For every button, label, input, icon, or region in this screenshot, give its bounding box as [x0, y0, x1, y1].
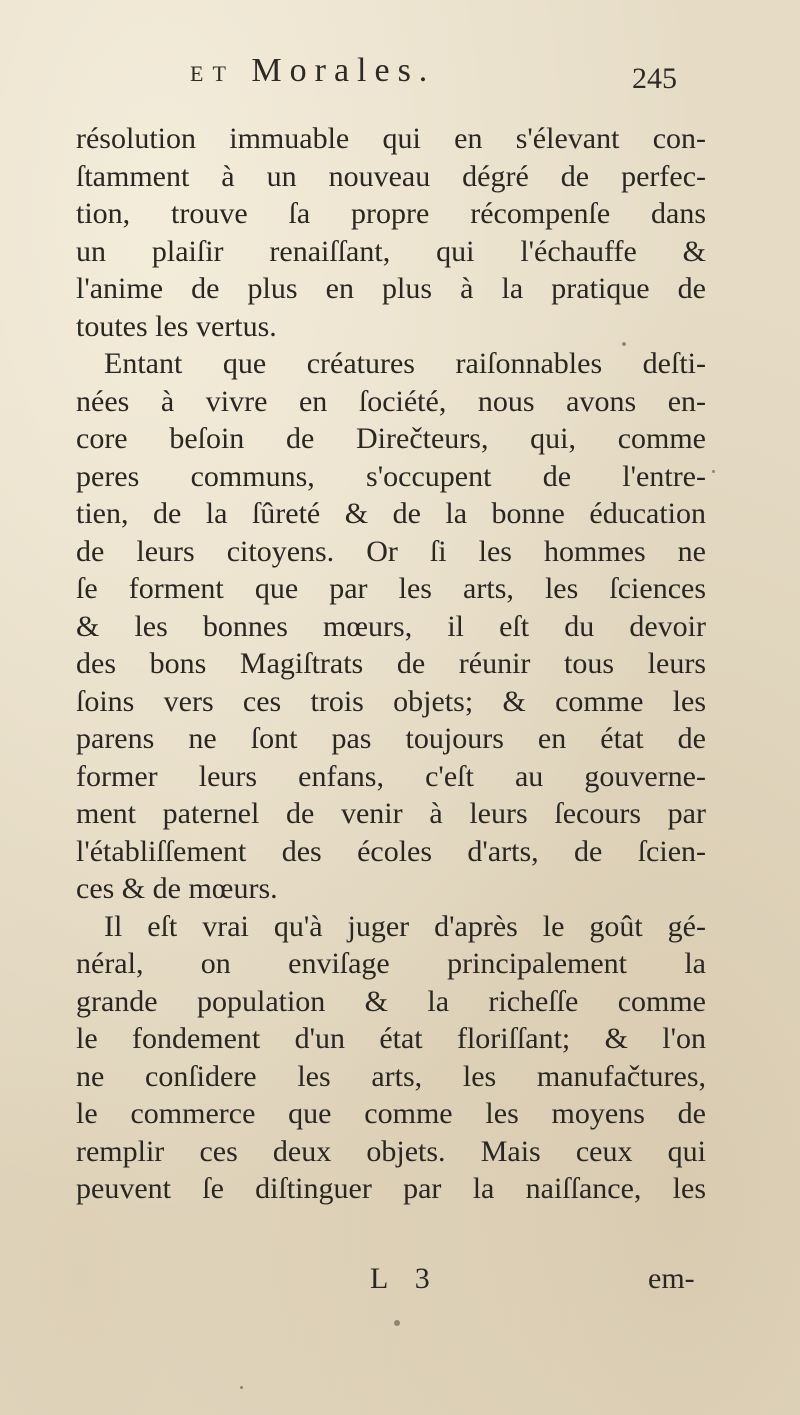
page-footer — [0, 1262, 800, 1306]
paragraph-start-line: Entant que créatures raiſonnables deſti- — [104, 347, 706, 380]
text-line: peuvent ſe diſtinguer par la naiſſance, les — [76, 1172, 706, 1205]
text-line: résolution immuable qui en s'élevant con- — [76, 122, 706, 155]
text-line: le commerce que comme les moyens de — [76, 1097, 706, 1130]
text-line: former leurs enfans, c'eſt au gouverne- — [76, 759, 706, 793]
body-text — [76, 120, 706, 1208]
running-title — [190, 52, 435, 90]
text-line: le fondement d'un état floriſſant; & l'on — [76, 1022, 706, 1055]
paper-speck — [240, 1386, 243, 1389]
text-line: ces & de mœurs. — [76, 872, 278, 905]
text-line: ſoins vers ces trois objets; & comme les — [76, 684, 706, 718]
running-head — [0, 52, 800, 102]
text-line: ſtamment à un nouveau dégré de perfec- — [76, 159, 706, 193]
text-line: remplir ces deux objets. Mais ceux qui — [76, 1134, 706, 1168]
paper-speck — [622, 342, 626, 346]
text-line: core beſoin de Direčteurs, qui, comme — [76, 422, 706, 455]
text-line: toutes les vertus. — [76, 309, 277, 343]
text-line: grande population & la richeſſe comme — [76, 984, 706, 1018]
text-line: parens ne ſont pas toujours en état de — [76, 722, 706, 755]
text-line: ſe forment que par les arts, les ſciences — [76, 572, 706, 605]
text-line: l'établiſſement des écoles d'arts, de ſcien- — [76, 834, 706, 868]
text-line: & les bonnes mœurs, il eſt du devoir — [76, 609, 706, 643]
text-line: tien, de la ſûreté & de la bonne éducation — [76, 497, 706, 530]
catchword: em- — [648, 1262, 695, 1295]
text-line: peres communs, s'occupent de l'entre- — [76, 459, 706, 493]
paper-speck — [394, 1320, 400, 1326]
running-title-prefix: ET — [190, 61, 235, 86]
text-line: ne conſidere les arts, les manufačtures, — [76, 1059, 706, 1093]
text-line: un plaiſir renaiſſant, qui l'échauffe & — [76, 234, 706, 268]
signature-mark: L 3 — [370, 1262, 440, 1295]
page-number: 245 — [632, 62, 677, 95]
text-line: ment paternel de venir à leurs ſecours par — [76, 797, 706, 830]
text-line: de leurs citoyens. Or ſi les hommes ne — [76, 534, 706, 568]
text-line: des bons Magiſtrats de réunir tous leurs — [76, 647, 706, 680]
text-line: nées à vivre en ſociété, nous avons en- — [76, 384, 706, 418]
text-line: néral, on enviſage principalement la — [76, 947, 706, 980]
text-line: l'anime de plus en plus à la pratique de — [76, 272, 706, 305]
text-line: tion, trouve ſa propre récompenſe dans — [76, 197, 706, 230]
running-title-main: Morales. — [251, 52, 436, 89]
paper-speck — [712, 470, 715, 473]
paragraph-start-line: Il eſt vrai qu'à juger d'après le goût gé- — [104, 909, 706, 943]
